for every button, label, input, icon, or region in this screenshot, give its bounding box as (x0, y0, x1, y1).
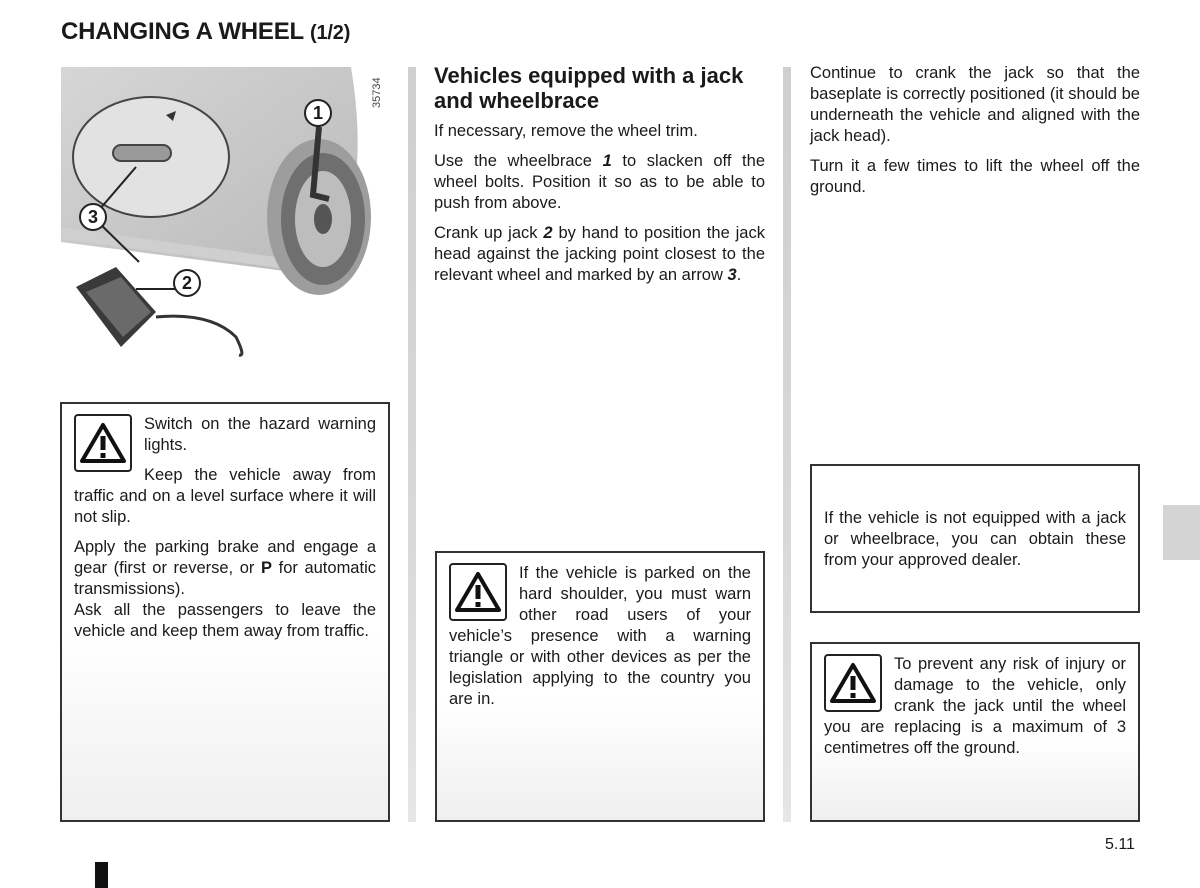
callout-3: 3 (79, 203, 107, 231)
warning-box-middle (435, 551, 765, 822)
section-heading: Vehicles equipped with a jack and wheelbrace (434, 63, 744, 113)
col2-para-1: If necessary, remove the wheel trim. (434, 122, 698, 140)
car-jack-drawing (61, 67, 388, 367)
col2-para-3 (434, 223, 765, 286)
col3-para-2: Turn it a few times to lift the wheel off the ground. (810, 157, 1140, 196)
col2-para-2 (434, 151, 765, 214)
callout-2: 2 (173, 269, 201, 297)
text-run: Crank up jack (434, 224, 544, 242)
info-right-text: If the vehicle is not equipped with a jack or wheelbrace, you can obtain these from your approved dealer. (824, 509, 1126, 569)
page-number: 5.11 (1105, 836, 1135, 853)
warning-left-p2: Keep the vehicle away from traffic and on a level surface where it will not slip. (74, 466, 376, 526)
jack-illustration (61, 67, 388, 367)
warning-left-p1: Switch on the hazard warning lights. (144, 415, 376, 454)
ref-1: 1 (602, 152, 612, 170)
warning-left-p4: Ask all the passengers to leave the vehicle and keep them away from traffic. (74, 601, 376, 640)
info-box-right (810, 464, 1140, 613)
text-run: for automatic transmissions). (74, 559, 376, 598)
corner-mark (95, 862, 108, 888)
column-divider-2 (783, 67, 791, 822)
column-2 (434, 63, 765, 286)
warning-box-right (810, 642, 1140, 822)
title-part: (1/2) (310, 22, 351, 44)
page-title (61, 18, 350, 46)
text-run: to slacken off the wheel bolts. Position it so as to be able to push from above. (434, 152, 765, 212)
ref-3: 3 (727, 266, 737, 284)
warning-triangle-icon (74, 414, 132, 472)
text-run: . (736, 266, 742, 284)
column-divider-1 (408, 67, 416, 822)
text-run: by hand to position the jack head against the jacking point closest to the relevant wheel and marked by an arrow (434, 224, 765, 284)
warning-box-left (60, 402, 390, 822)
text-run: Use the wheelbrace (434, 152, 603, 170)
warning-middle-text: If the vehicle is parked on the hard shoulder, you must warn other road users of your vehicle’s presence with a warning triangle or with other devices as per the legislation applying to the country you are in. (449, 564, 751, 708)
ref-2: 2 (543, 224, 553, 242)
bold-P: P (261, 559, 273, 577)
title-text: CHANGING A WHEEL (61, 18, 304, 45)
warning-left-p3 (74, 537, 376, 600)
col3-para-1: Continue to crank the jack so that the baseplate is correctly positioned (it should be underneath the vehicle and aligned with the jack head). (810, 64, 1140, 145)
warning-triangle-icon (449, 563, 507, 621)
text-run: Apply the parking brake and engage a gear (first or reverse, or (74, 538, 376, 577)
figure-code: 35734 (371, 77, 383, 108)
warning-right-text: To prevent any risk of injury or damage to the vehicle, only crank the jack until the wheel you are replacing is a maximum of 3 centimetres off the ground. (824, 655, 1126, 757)
section-tab (1163, 505, 1200, 560)
column-3 (810, 63, 1140, 198)
warning-triangle-icon (824, 654, 882, 712)
callout-1: 1 (304, 99, 332, 127)
